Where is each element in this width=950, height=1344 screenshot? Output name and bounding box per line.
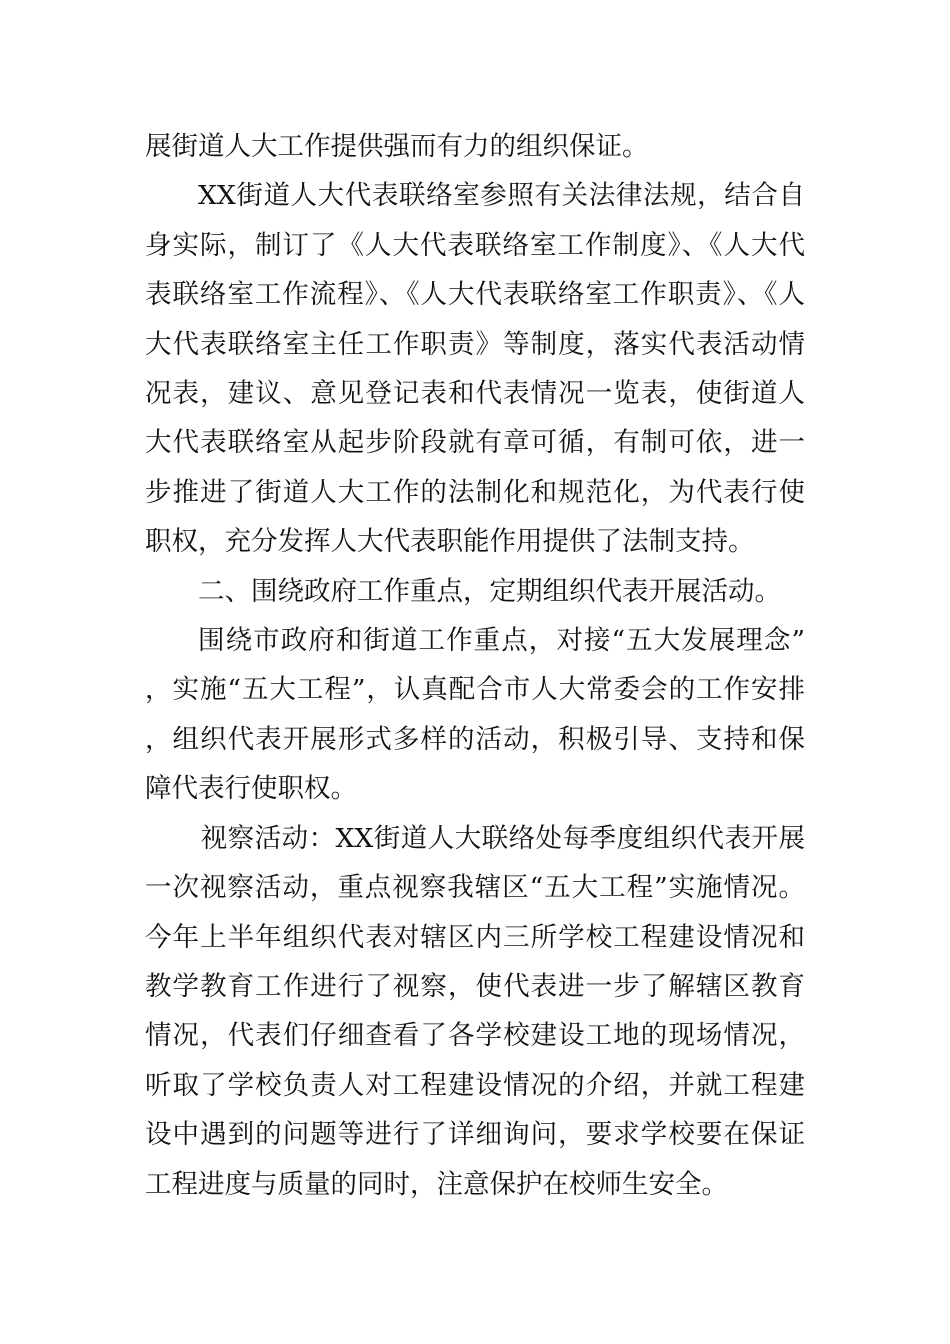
paragraph-work-focus: 围绕市政府和街道工作重点，对接“五大发展理念”，实施“五大工程”，认真配合市人大常委会的工作安排，组织代表开展形式多样的活动，积极引导、支持和保障代表行使职权。	[145, 625, 805, 805]
document-body	[145, 122, 805, 1209]
paragraph-liaison-office-rules: XX街道人大代表联络室参照有关法律法规，结合自身实际，制订了《人大代表联络室工作制度》、《人大代表联络室工作流程》、《人大代表联络室工作职责》、《人大代表联络室主任工作职责》等制度，落实代表活动情况表，建议、意见登记表和代表情况一览表，使街道人大代表联络室从起步阶段就有章可循，有制可依，进一步推进了街道人大工作的法制化和规范化，为代表行使职权，充分发挥人大代表职能作用提供了法制支持。	[145, 180, 805, 558]
section-heading-organize-activities: 二、围绕政府工作重点，定期组织代表开展活动。	[198, 575, 781, 607]
paragraph-inspection-activity: 视察活动：XX街道人大联络处每季度组织代表开展一次视察活动，重点视察我辖区“五大工程”实施情况。今年上半年组织代表对辖区内三所学校工程建设情况和教学教育工作进行了视察，使代表进一步了解辖区教育情况，代表们仔细查看了各学校建设工地的现场情况，听取了学校负责人对工程建设情况的介绍，并就工程建设中遇到的问题等进行了详细询问，要求学校要在保证工程进度与质量的同时，注意保护在校师生安全。	[145, 822, 805, 1200]
paragraph-continuation: 展街道人大工作提供强而有力的组织保证。	[145, 131, 649, 162]
